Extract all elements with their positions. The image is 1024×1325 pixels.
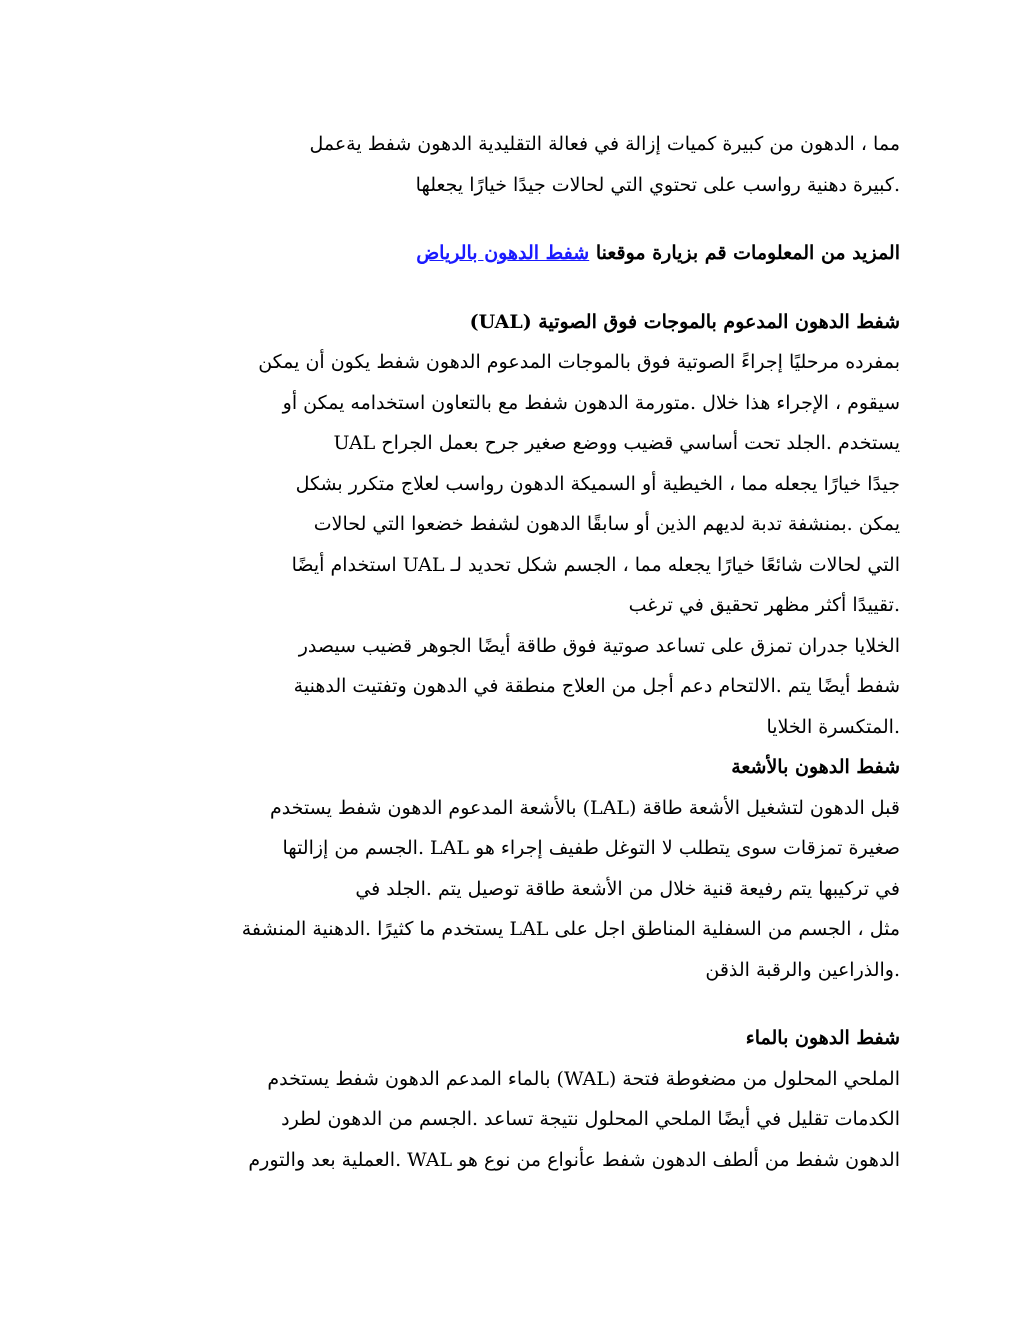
paragraph-line: .والذراعين والرقبة الذقن — [705, 958, 900, 981]
paragraph-line: .تقييدًا أكثر مظهر تحقيق في ترغب — [628, 594, 900, 616]
paragraph-line: التي لحالات شائعًا خيارًا يجعله مما ، الجسم شكل تحديد لـ UAL استخدام أيضًا — [291, 553, 900, 576]
section-wal — [118, 1018, 900, 1180]
section-heading: شفط الدهون بالأشعة — [731, 756, 900, 778]
intro-line: .كبيرة دهنية رواسب على تحتوي التي لحالات جيدًا خيارًا يجعلها — [415, 173, 900, 196]
intro-paragraph — [118, 124, 900, 205]
paragraph-line: قبل الدهون لتشغيل الأشعة طاقة (LAL) بالأشعة المدعوم الدهون شفط يستخدم — [269, 796, 900, 819]
liposuction-riyadh-link[interactable]: شفط الدهون بالرياض — [416, 242, 590, 264]
paragraph-line: سيقوم ، الإجراء هذا خلال .متورمة الدهون شفط مع بالتعاون استخدامه يمكن أو — [282, 391, 900, 414]
paragraph-line: يمكن .بمنشفة تدبة لديهم الذين أو سابقًا الدهون لشفط خضعوا التي لحالات — [313, 513, 900, 535]
paragraph-line: UAL يستخدم .الجلد تحت أساسي قضيب ووضع صغير جرح بعمل الجراح — [333, 432, 900, 454]
paragraph-line: الخلايا جدران تمزق على تساعد صوتية فوق طاقة أيضًا الجوهر قضيب سيصدر — [298, 634, 900, 657]
paragraph-line: صغيرة تمزقات سوى يتطلب لا التوغل طفيف إجراء هو LAL .الجسم من إزالتها — [282, 837, 900, 859]
paragraph-line: الملحي المحلول من مضغوطة فتحة (WAL) بالماء المدعم الدهون شفط يستخدم — [267, 1067, 900, 1090]
section-heading: شفط الدهون بالماء — [745, 1027, 900, 1049]
paragraph-line: الدهون شفط من ألطف الدهون شفط عأنواع من نوع هو WAL .العملية بعد والتورم — [248, 1148, 900, 1171]
paragraph-line: بمفرده مرحليًا إجراءً الصوتية فوق بالموجات المدعوم الدهون شفط يكون أن يمكن — [258, 351, 900, 373]
paragraph-line: جيدًا خيارًا يجعله مما ، الخيطية أو السميكة الدهون رواسب لعلاج متكرر بشكل — [295, 472, 900, 495]
more-info-prefix: المزيد من المعلومات قم بزيارة موقعنا — [589, 242, 900, 264]
paragraph-line: في تركيبها يتم رفيعة قنية خلال من الأشعة طاقة توصيل يتم .الجلد في — [355, 877, 900, 900]
more-info-line — [118, 233, 900, 274]
paragraph-line: .المتكسرة الخلايا — [766, 715, 900, 738]
section-ual — [118, 302, 900, 748]
paragraph-line: شفط أيضًا يتم .الالتحام دعم أجل من العلاج منطقة في الدهون وتفتيت الدهنية — [293, 675, 900, 697]
section-heading: شفط الدهون المدعوم بالموجات فوق الصوتية (UAL) — [469, 310, 900, 333]
paragraph-line: مثل ، الجسم من السفلية المناطق اجل على LAL يستخدم ما كثيرًا .الدهنية المنشفة — [241, 918, 900, 940]
document-page — [118, 124, 900, 1180]
section-lal — [118, 747, 900, 990]
paragraph-line: الكدمات تقليل في أيضًا الملحي المحلول نتيجة تساعد .الجسم من الدهون لطرد — [281, 1108, 900, 1130]
intro-line: مما ، الدهون من كبيرة كميات إزالة في فعالة التقليدية الدهون شفط يةعمل — [309, 133, 900, 155]
